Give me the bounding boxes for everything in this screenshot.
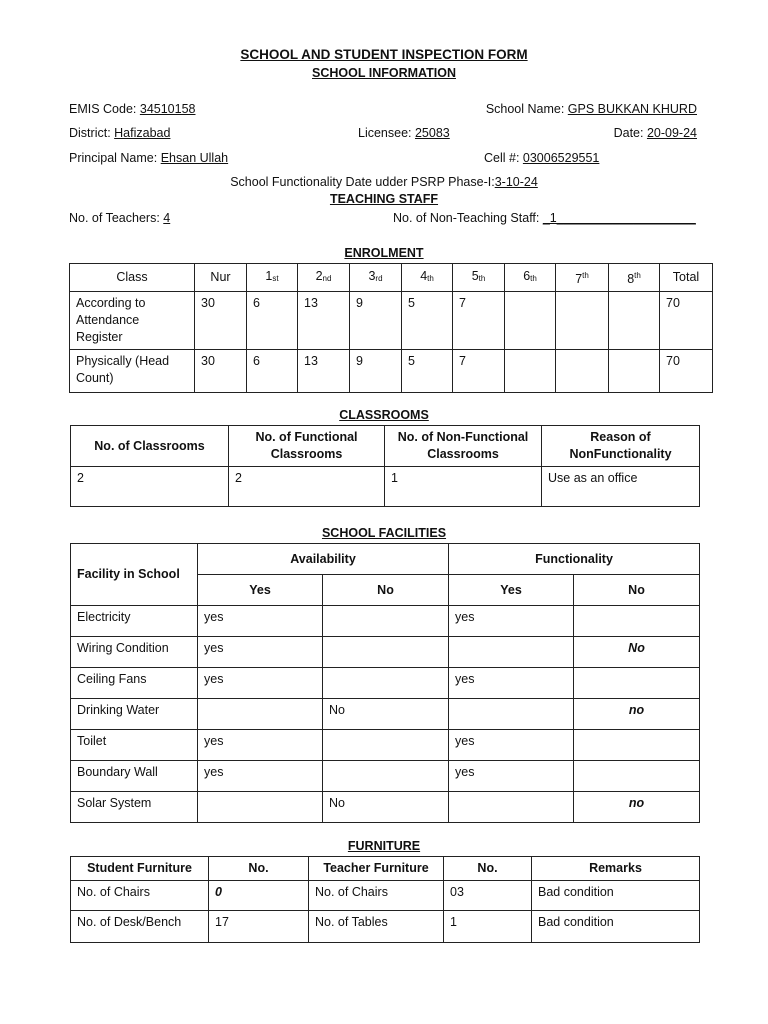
school-name-value: GPS BUKKAN KHURD [567,102,697,116]
availability-no-header: No [323,575,449,606]
availability-no: No [323,792,449,823]
non-functional-classrooms-header: No. of Non-Functional Classrooms [385,426,542,467]
school-name [486,102,697,116]
facility-row-boundary-wall [71,761,700,792]
teacher-furniture-count: 03 [444,881,532,911]
enrolment-row-label: Physically (Head Count) [70,350,195,393]
enrolment-cell: 6 [247,350,298,393]
functionality-no: no [574,699,700,730]
facility-name: Drinking Water [71,699,198,730]
classrooms-heading: CLASSROOMS [339,408,429,422]
cell-number-label: Cell #: [484,151,523,165]
functionality-date [0,175,768,189]
emis-code [69,102,196,116]
teacher-no-header: No. [444,857,532,881]
grade-8-header: 8th [609,264,660,292]
enrolment-header-row [70,264,713,292]
availability-no [323,730,449,761]
enrolment-cell [609,292,660,350]
availability-no [323,606,449,637]
furniture-row-chairs [71,881,700,911]
teacher-furniture-header: Teacher Furniture [309,857,444,881]
functionality-yes [449,637,574,668]
student-furniture-item: No. of Desk/Bench [71,911,209,943]
functionality-no [574,668,700,699]
licensee [358,126,450,140]
grade-1-header: $1_{st}$ [247,264,298,292]
emis-code-label: EMIS Code: [69,102,140,116]
district-value: Hafizabad [114,126,171,140]
teaching-staff-heading: TEACHING STAFF [329,192,439,206]
furniture-table [70,856,700,943]
functionality-header: Functionality [449,544,700,575]
enrolment-total: 70 [660,292,713,350]
facility-row-electricity [71,606,700,637]
functional-classrooms: 2 [229,467,385,507]
classrooms-table [70,425,700,507]
principal-name-label: Principal Name: [69,151,161,165]
enrolment-row-attendance [70,292,713,350]
facility-name: Ceiling Fans [71,668,198,699]
availability-yes: yes [198,668,323,699]
availability-no [323,637,449,668]
enrolment-cell: 30 [195,292,247,350]
class-header: Class [70,264,195,292]
facilities-header-row [71,544,700,575]
availability-yes: yes [198,730,323,761]
grade-3-header: $3_{rd}$ [350,264,402,292]
grade-2-header: $2_{nd}$ [298,264,350,292]
enrolment-cell: 7 [453,350,505,393]
facilities-table [70,543,700,823]
furniture-heading: FURNITURE [347,839,421,853]
functionality-no-header: No [574,575,700,606]
cell-number [484,151,599,165]
student-furniture-count: 0 [209,881,309,911]
non-functionality-reason-header: Reason of NonFunctionality [542,426,700,467]
functionality-yes: yes [449,668,574,699]
facility-row-toilet [71,730,700,761]
functionality-no: No [574,637,700,668]
date [614,126,697,140]
principal-name-value: Ehsan Ullah [160,151,229,165]
enrolment-cell: 5 [402,292,453,350]
enrolment-table [69,263,713,393]
enrolment-cell [505,350,556,393]
school-name-label: School Name: [485,102,568,116]
enrolment-cell: 13 [298,292,350,350]
functionality-date-value: 3-10-24 [494,175,538,189]
grade-6-header: $6_{th}$ [505,264,556,292]
non-teaching-staff [393,211,696,225]
non-functional-classrooms: 1 [385,467,542,507]
furniture-remarks: Bad condition [532,911,700,943]
non-teaching-staff-label: No. of Non-Teaching Staff: [393,211,543,225]
classrooms-header-row [71,426,700,467]
availability-yes: yes [198,606,323,637]
facility-name: Electricity [71,606,198,637]
facility-row-ceiling-fans [71,668,700,699]
date-label: Date: [613,126,647,140]
enrolment-heading: ENROLMENT [344,246,424,260]
facility-name: Solar System [71,792,198,823]
teacher-furniture-count: 1 [444,911,532,943]
teachers-count [69,211,170,225]
enrolment-cell: 6 [247,292,298,350]
functionality-yes-header: Yes [449,575,574,606]
teacher-furniture-item: No. of Tables [309,911,444,943]
student-furniture-item: No. of Chairs [71,881,209,911]
classrooms-value-row [71,467,700,507]
classrooms-count: 2 [71,467,229,507]
student-furniture-header: Student Furniture [71,857,209,881]
form-subtitle: SCHOOL INFORMATION [312,66,456,80]
functionality-yes [449,792,574,823]
enrolment-cell [609,350,660,393]
enrolment-cell: 9 [350,292,402,350]
enrolment-cell: 5 [402,350,453,393]
student-no-header: No. [209,857,309,881]
date-value: 20-09-24 [646,126,697,140]
district-label: District: [69,126,115,140]
grade-4-header: $4_{th}$ [402,264,453,292]
classrooms-count-header: No. of Classrooms [71,426,229,467]
furniture-header-row [71,857,700,881]
availability-yes: yes [198,637,323,668]
facility-row-solar-system [71,792,700,823]
facility-name: Toilet [71,730,198,761]
non-functionality-reason: Use as an office [542,467,700,507]
remarks-header: Remarks [532,857,700,881]
licensee-label: Licensee: [358,126,415,140]
enrolment-cell [556,292,609,350]
enrolment-cell: 13 [298,350,350,393]
enrolment-total: 70 [660,350,713,393]
availability-yes: yes [198,761,323,792]
teachers-count-label: No. of Teachers: [69,211,164,225]
enrolment-row-headcount [70,350,713,393]
functionality-yes: yes [449,606,574,637]
grade-5-header: $5_{th}$ [453,264,505,292]
facility-header: Facility in School [71,544,198,606]
teacher-furniture-item: No. of Chairs [309,881,444,911]
enrolment-row-label: According to Attendance Register [70,292,195,350]
availability-yes-header: Yes [198,575,323,606]
nur-header: Nur [195,264,247,292]
functionality-no [574,730,700,761]
non-teaching-staff-value: _1____________________ [542,211,696,225]
availability-yes [198,792,323,823]
licensee-value: 25083 [414,126,450,140]
facility-name: Boundary Wall [71,761,198,792]
facilities-heading: SCHOOL FACILITIES [321,526,447,540]
enrolment-cell: 30 [195,350,247,393]
functionality-date-label: School Functionality Date udder PSRP Phase-I: [230,175,495,189]
functionality-no [574,761,700,792]
functional-classrooms-header: No. of Functional Classrooms [229,426,385,467]
student-furniture-count: 17 [209,911,309,943]
availability-header: Availability [198,544,449,575]
functionality-no [574,606,700,637]
availability-no: No [323,699,449,730]
enrolment-cell: 9 [350,350,402,393]
availability-yes [198,699,323,730]
enrolment-cell: 7 [453,292,505,350]
emis-code-value: 34510158 [139,102,196,116]
functionality-no: no [574,792,700,823]
facility-name: Wiring Condition [71,637,198,668]
facility-row-drinking-water [71,699,700,730]
functionality-yes: yes [449,761,574,792]
availability-no [323,668,449,699]
furniture-remarks: Bad condition [532,881,700,911]
district [69,126,170,140]
grade-7-header: 7th [556,264,609,292]
availability-no [323,761,449,792]
enrolment-cell [556,350,609,393]
furniture-row-desks [71,911,700,943]
principal-name [69,151,228,165]
functionality-yes [449,699,574,730]
form-title: SCHOOL AND STUDENT INSPECTION FORM [240,47,528,62]
total-header: Total [660,264,713,292]
teachers-count-value: 4 [163,211,171,225]
cell-number-value: 03006529551 [522,151,600,165]
facility-row-wiring [71,637,700,668]
enrolment-cell [505,292,556,350]
functionality-yes: yes [449,730,574,761]
